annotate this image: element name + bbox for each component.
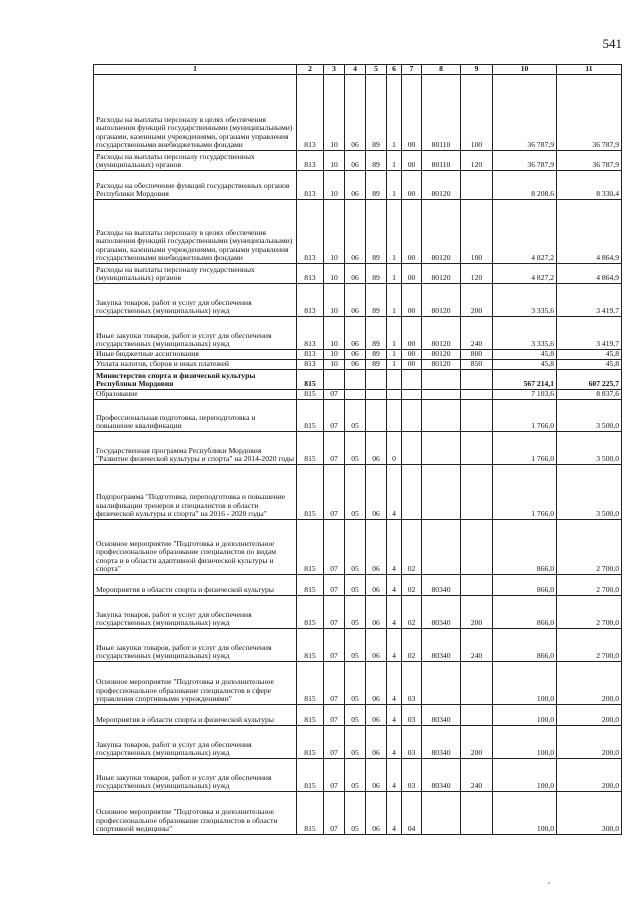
code-cell: 815 [297,662,324,705]
code-cell: 00 [402,171,422,200]
amount-cell: 2 700,0 [557,629,622,662]
code-cell: 03 [402,759,422,792]
row-name-cell: Подпрограмма "Подготовка, переподготовка и повышение квалификации тренеров и специалистов в области физической культуры и спорта" на 2016 - 2020 годы" [94,465,297,520]
row-name-cell: Закупка товаров, работ и услуг для обеспечения государственных (муниципальных) нужд [94,596,297,629]
code-cell: 4 [387,465,402,520]
code-cell: 02 [402,575,422,596]
code-cell: 815 [297,575,324,596]
row-name-cell: Основное мероприятие "Подготовка и дополнительное профессиональное образование специалистов в сфере управления спортивными учреждениями" [94,662,297,705]
table-body [94,75,622,835]
code-cell [461,792,493,835]
column-header-3: 3 [324,65,345,75]
code-cell: 05 [345,726,366,759]
code-cell: 4 [387,792,402,835]
code-cell [345,390,366,400]
code-cell: 1 [387,284,402,317]
table-row [94,792,622,835]
table-row [94,75,622,151]
code-cell: 10 [324,284,345,317]
code-cell: 07 [324,596,345,629]
code-cell: 815 [297,705,324,726]
code-cell: 10 [324,75,345,151]
code-cell: 07 [324,400,345,432]
code-cell: 10 [324,264,345,284]
code-cell: 89 [366,264,387,284]
amount-cell: 8 330,4 [557,171,622,200]
code-cell: 05 [345,792,366,835]
amount-cell: 45,8 [493,350,557,360]
code-cell: 07 [324,792,345,835]
row-name-cell: Мероприятия в области спорта и физической культуры [94,575,297,596]
code-cell [387,390,402,400]
code-cell: 850 [461,360,493,370]
code-cell: 06 [345,264,366,284]
code-cell [461,390,493,400]
amount-cell: 3 335,6 [493,317,557,350]
code-cell: 07 [324,759,345,792]
column-header-6: 6 [387,65,402,75]
row-name-cell: Иные закупки товаров, работ и услуг для обеспечения государственных (муниципальных) нужд [94,759,297,792]
code-cell: 813 [297,264,324,284]
code-cell: 815 [297,726,324,759]
amount-cell: 7 103,6 [493,390,557,400]
code-cell: 813 [297,317,324,350]
code-cell: 80120 [422,264,461,284]
code-cell: 815 [297,390,324,400]
row-name-cell: Государственная программа Республики Мордовия "Развитие физической культуры и спорта" на 2014-2020 годы [94,432,297,465]
code-cell [422,400,461,432]
code-cell: 05 [345,400,366,432]
code-cell: 89 [366,360,387,370]
code-cell: 10 [324,360,345,370]
code-cell: 07 [324,465,345,520]
amount-cell: 100,0 [493,705,557,726]
code-cell: 07 [324,662,345,705]
code-cell: 06 [366,465,387,520]
amount-cell: 3 335,6 [493,284,557,317]
code-cell: 120 [461,264,493,284]
code-cell: 240 [461,629,493,662]
code-cell: 06 [345,350,366,360]
code-cell: 813 [297,151,324,171]
code-cell: 05 [345,662,366,705]
column-header-1: 1 [94,65,297,75]
amount-cell: 200,0 [557,759,622,792]
amount-cell: 36 787,9 [557,75,622,151]
code-cell: 80120 [422,200,461,264]
code-cell: 06 [366,726,387,759]
code-cell: 815 [297,792,324,835]
code-cell: 80340 [422,759,461,792]
code-cell: 00 [402,284,422,317]
amount-cell: 4 864,9 [557,264,622,284]
code-cell: 10 [324,317,345,350]
code-cell: 0 [387,432,402,465]
amount-cell: 866,0 [493,629,557,662]
code-cell [402,370,422,390]
code-cell: 00 [402,350,422,360]
code-cell [461,400,493,432]
code-cell: 06 [366,575,387,596]
code-cell: 80120 [422,171,461,200]
code-cell: 4 [387,662,402,705]
code-cell: 1 [387,171,402,200]
row-name-cell: Расходы на выплаты персоналу в целях обеспечения выполнения функций государственными (муниципальными) органами, казенными учреждениями, органами управления государственными внебюджетными фондами [94,200,297,264]
code-cell: 4 [387,726,402,759]
code-cell: 00 [402,75,422,151]
code-cell [422,520,461,575]
code-cell: 815 [297,400,324,432]
code-cell: 00 [402,317,422,350]
column-header-8: 8 [422,65,461,75]
table-row [94,575,622,596]
amount-cell: 866,0 [493,520,557,575]
amount-cell: 3 500,0 [557,432,622,465]
code-cell [402,400,422,432]
table-row [94,370,622,390]
table-row [94,432,622,465]
row-name-cell: Мероприятия в области спорта и физической культуры [94,705,297,726]
code-cell: 80120 [422,350,461,360]
amount-cell: 8 208,6 [493,171,557,200]
code-cell: 00 [402,360,422,370]
code-cell: 813 [297,171,324,200]
table-row [94,596,622,629]
table-row [94,520,622,575]
code-cell: 03 [402,662,422,705]
code-cell: 06 [345,200,366,264]
table-row [94,200,622,264]
amount-cell: 100,0 [493,792,557,835]
code-cell: 80340 [422,726,461,759]
code-cell: 80110 [422,75,461,151]
code-cell: 815 [297,759,324,792]
code-cell: 02 [402,596,422,629]
amount-cell: 4 827,2 [493,200,557,264]
code-cell: 120 [461,151,493,171]
code-cell: 4 [387,705,402,726]
table-row [94,390,622,400]
code-cell: 80340 [422,629,461,662]
column-header-4: 4 [345,65,366,75]
budget-table [93,64,622,835]
column-header-9: 9 [461,65,493,75]
code-cell: 89 [366,171,387,200]
row-name-cell: Закупка товаров, работ и услуг для обеспечения государственных (муниципальных) нужд [94,284,297,317]
code-cell [461,171,493,200]
amount-cell: 4 864,9 [557,200,622,264]
code-cell: 05 [345,705,366,726]
amount-cell: 300,0 [557,792,622,835]
amount-cell: 100,0 [493,662,557,705]
amount-cell: 36 787,9 [493,75,557,151]
code-cell: 815 [297,596,324,629]
code-cell: 05 [345,759,366,792]
amount-cell: 100,0 [493,759,557,792]
amount-cell: 3 419,7 [557,284,622,317]
code-cell: 10 [324,171,345,200]
code-cell: 06 [345,151,366,171]
amount-cell: 45,8 [557,360,622,370]
code-cell: 10 [324,151,345,171]
code-cell: 06 [366,792,387,835]
amount-cell: 36 787,9 [493,151,557,171]
code-cell: 89 [366,200,387,264]
code-cell: 03 [402,705,422,726]
table-row [94,705,622,726]
code-cell: 07 [324,629,345,662]
code-cell: 05 [345,432,366,465]
row-name-cell: Профессиональная подготовка, переподготовка и повышение квалификации [94,400,297,432]
code-cell: 240 [461,317,493,350]
amount-cell: 4 827,2 [493,264,557,284]
code-cell: 813 [297,75,324,151]
code-cell [324,370,345,390]
code-cell: 02 [402,520,422,575]
code-cell [422,662,461,705]
table-row [94,726,622,759]
code-cell: 06 [366,596,387,629]
code-cell: 89 [366,284,387,317]
amount-cell: 567 214,1 [493,370,557,390]
code-cell [461,520,493,575]
amount-cell: 100,0 [493,726,557,759]
code-cell [461,705,493,726]
amount-cell: 1 766,0 [493,432,557,465]
code-cell [422,792,461,835]
code-cell [422,390,461,400]
code-cell: 07 [324,575,345,596]
amount-cell: 3 500,0 [557,465,622,520]
row-name-cell: Расходы на выплаты персоналу государственных (муниципальных) органов [94,264,297,284]
row-name-cell: Министерство спорта и физической культуры Республики Мордовия [94,370,297,390]
code-cell: 813 [297,200,324,264]
code-cell: 07 [324,390,345,400]
code-cell [402,390,422,400]
code-cell: 100 [461,200,493,264]
table-row [94,171,622,200]
amount-cell: 8 837,6 [557,390,622,400]
code-cell: 815 [297,520,324,575]
table-row [94,284,622,317]
code-cell: 815 [297,432,324,465]
code-cell: 06 [366,705,387,726]
row-name-cell: Расходы на обеспечение функций государственных органов Республики Мордовия [94,171,297,200]
code-cell: 10 [324,200,345,264]
page-number: 541 [602,36,622,51]
row-name-cell: Основное мероприятие "Подготовка и дополнительное профессиональное образование специалистов по видам спорта и в области адаптивной физической культуры и спорта" [94,520,297,575]
code-cell: 815 [297,465,324,520]
column-header-5: 5 [366,65,387,75]
code-cell [366,370,387,390]
code-cell: 80340 [422,596,461,629]
amount-cell: 45,8 [557,350,622,360]
code-cell: 4 [387,596,402,629]
code-cell: 4 [387,575,402,596]
amount-cell: 2 700,0 [557,520,622,575]
code-cell [387,370,402,390]
code-cell: 80120 [422,284,461,317]
table-row [94,317,622,350]
code-cell: 800 [461,350,493,360]
code-cell: 200 [461,284,493,317]
column-header-7: 7 [402,65,422,75]
code-cell [461,370,493,390]
table-row [94,350,622,360]
row-name-cell: Закупка товаров, работ и услуг для обеспечения государственных (муниципальных) нужд [94,726,297,759]
row-name-cell: Основное мероприятие "Подготовка и дополнительное профессиональное образование специалистов в области спортивной медицины" [94,792,297,835]
row-name-cell: Иные закупки товаров, работ и услуг для обеспечения государственных (муниципальных) нужд [94,629,297,662]
column-header-10: 10 [493,65,557,75]
code-cell: 1 [387,151,402,171]
column-header-11: 11 [557,65,622,75]
code-cell: 07 [324,705,345,726]
code-cell: 813 [297,350,324,360]
code-cell: 80110 [422,151,461,171]
code-cell: 80120 [422,360,461,370]
amount-cell: 2 700,0 [557,575,622,596]
code-cell [461,432,493,465]
code-cell [422,370,461,390]
code-cell: 03 [402,726,422,759]
code-cell: 06 [366,432,387,465]
code-cell: 07 [324,726,345,759]
code-cell: 80340 [422,575,461,596]
code-cell: 89 [366,75,387,151]
table-row [94,759,622,792]
code-cell: 05 [345,629,366,662]
code-cell [402,432,422,465]
row-name-cell: Образование [94,390,297,400]
amount-cell: 866,0 [493,596,557,629]
code-cell: 80120 [422,317,461,350]
code-cell: 04 [402,792,422,835]
table-row [94,400,622,432]
code-cell [345,370,366,390]
code-cell: 10 [324,350,345,360]
table-row [94,151,622,171]
code-cell [387,400,402,432]
code-cell: 06 [366,662,387,705]
code-cell: 05 [345,465,366,520]
code-cell: 06 [345,284,366,317]
amount-cell: 3 500,0 [557,400,622,432]
code-cell: 815 [297,370,324,390]
code-cell [366,390,387,400]
code-cell: 06 [366,759,387,792]
code-cell [402,465,422,520]
table-row [94,662,622,705]
code-cell: 813 [297,360,324,370]
amount-cell: 200,0 [557,705,622,726]
code-cell: 4 [387,629,402,662]
code-cell: 1 [387,360,402,370]
table-row [94,465,622,520]
table-header-row [94,65,622,75]
code-cell: 05 [345,596,366,629]
code-cell: 05 [345,520,366,575]
code-cell: 1 [387,200,402,264]
amount-cell: 866,0 [493,575,557,596]
code-cell [461,465,493,520]
code-cell [422,432,461,465]
code-cell [366,400,387,432]
amount-cell: 36 787,9 [557,151,622,171]
amount-cell: 1 766,0 [493,465,557,520]
code-cell: 07 [324,520,345,575]
code-cell: 815 [297,629,324,662]
code-cell: 02 [402,629,422,662]
code-cell: 1 [387,350,402,360]
table-row [94,629,622,662]
amount-cell: 3 419,7 [557,317,622,350]
code-cell [461,575,493,596]
code-cell: 1 [387,317,402,350]
code-cell: 06 [345,360,366,370]
code-cell: 4 [387,759,402,792]
code-cell: 00 [402,264,422,284]
amount-cell: 2 700,0 [557,596,622,629]
code-cell: 89 [366,350,387,360]
code-cell: 89 [366,317,387,350]
row-name-cell: Уплата налогов, сборов и иных платежей [94,360,297,370]
code-cell: 06 [345,317,366,350]
table-row [94,264,622,284]
scan-speck [548,882,550,884]
amount-cell: 1 766,0 [493,400,557,432]
code-cell: 1 [387,264,402,284]
code-cell: 4 [387,520,402,575]
code-cell: 1 [387,75,402,151]
code-cell: 100 [461,75,493,151]
amount-cell: 607 225,7 [557,370,622,390]
code-cell [422,465,461,520]
code-cell: 06 [366,629,387,662]
code-cell: 05 [345,575,366,596]
code-cell: 00 [402,200,422,264]
code-cell: 89 [366,151,387,171]
row-name-cell: Иные бюджетные ассигнования [94,350,297,360]
row-name-cell: Расходы на выплаты персоналу в целях обеспечения выполнения функций государственными (муниципальными) органами, казенными учреждениями, органами управления государственными внебюджетными фондами [94,75,297,151]
code-cell: 06 [345,171,366,200]
code-cell: 06 [366,520,387,575]
code-cell: 00 [402,151,422,171]
code-cell: 813 [297,284,324,317]
column-header-2: 2 [297,65,324,75]
code-cell: 240 [461,759,493,792]
code-cell: 06 [345,75,366,151]
row-name-cell: Иные закупки товаров, работ и услуг для обеспечения государственных (муниципальных) нужд [94,317,297,350]
row-name-cell: Расходы на выплаты персоналу государственных (муниципальных) органов [94,151,297,171]
table-row [94,360,622,370]
code-cell [461,662,493,705]
amount-cell: 45,8 [493,360,557,370]
amount-cell: 200,0 [557,726,622,759]
amount-cell: 200,0 [557,662,622,705]
code-cell: 80340 [422,705,461,726]
code-cell: 07 [324,432,345,465]
code-cell: 200 [461,596,493,629]
code-cell: 200 [461,726,493,759]
